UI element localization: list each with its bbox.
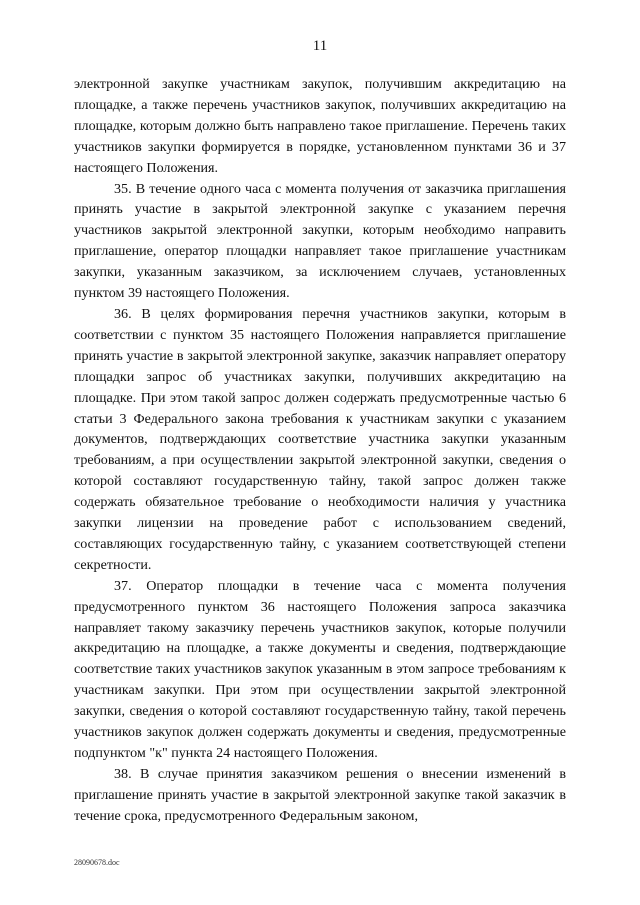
paragraph-item-37: 37. Оператор площадки в течение часа с момента получения предусмотренного пунктом 36 настоящего Положения запроса заказчика направляет такому заказчику перечень участников закупок, которые получили аккредитацию на площадке, а также документы и сведения, подтверждающие соответствие таких участников закупок указанным в этом запросе требованиям к участникам закупки. При этом при осуществлении закрытой электронной закупки, сведения о которой составляют государственную тайну, такой перечень участников закупок должен содержать документы и сведения, предусмотренные подпунктом "к" пункта 24 настоящего Положения. xyxy=(74,577,566,761)
document-filename-footer: 28090678.doc xyxy=(74,858,120,867)
paragraph-continuation: электронной закупке участникам закупок, получившим аккредитацию на площадке, а также перечень участников закупок, получивших аккредитацию на площадке, которым должно быть направлено такое приглашение. Перечень таких участников закупки формируется в порядке, установленном пунктами 36 и 37 настоящего Положения. xyxy=(74,76,566,176)
paragraph-item-35: 35. В течение одного часа с момента получения от заказчика приглашения принять участие в закрытой электронной закупке с указанием перечня участников закрытой электронной закупки, которым необходимо направить приглашение, оператор площадки направляет такое приглашение участникам закупки, указанным заказчиком, за исключением случаев, установленных пунктом 39 настоящего Положения. xyxy=(74,180,566,302)
document-body xyxy=(74,74,566,827)
page-number: 11 xyxy=(312,38,328,54)
paragraph-item-36: 36. В целях формирования перечня участников закупки, которым в соответствии с пунктом 35 настоящего Положения направляется приглашение принять участие в закрытой электронной закупке, заказчик направляет оператору площадки запрос об участниках закупки, получивших аккредитацию на площадке. При этом такой запрос должен содержать предусмотренные частью 6 статьи 3 Федерального закона требования к участникам закупки с указанием документов, подтверждающих соответствие участника закупки указанным требованиям, а при осуществлении закрытой электронной закупки, сведения о которой составляют государственную тайну, такой запрос должен также содержать обязательное требование о необходимости наличия у участника закупки лицензии на проведение работ с использованием сведений, составляющих государственную тайну, с указанием соответствующей степени секретности. xyxy=(74,305,566,573)
paragraph-item-38: 38. В случае принятия заказчиком решения о внесении изменений в приглашение принять участие в закрытой электронной закупке такой заказчик в течение срока, предусмотренного Федеральным законом, xyxy=(74,765,566,824)
